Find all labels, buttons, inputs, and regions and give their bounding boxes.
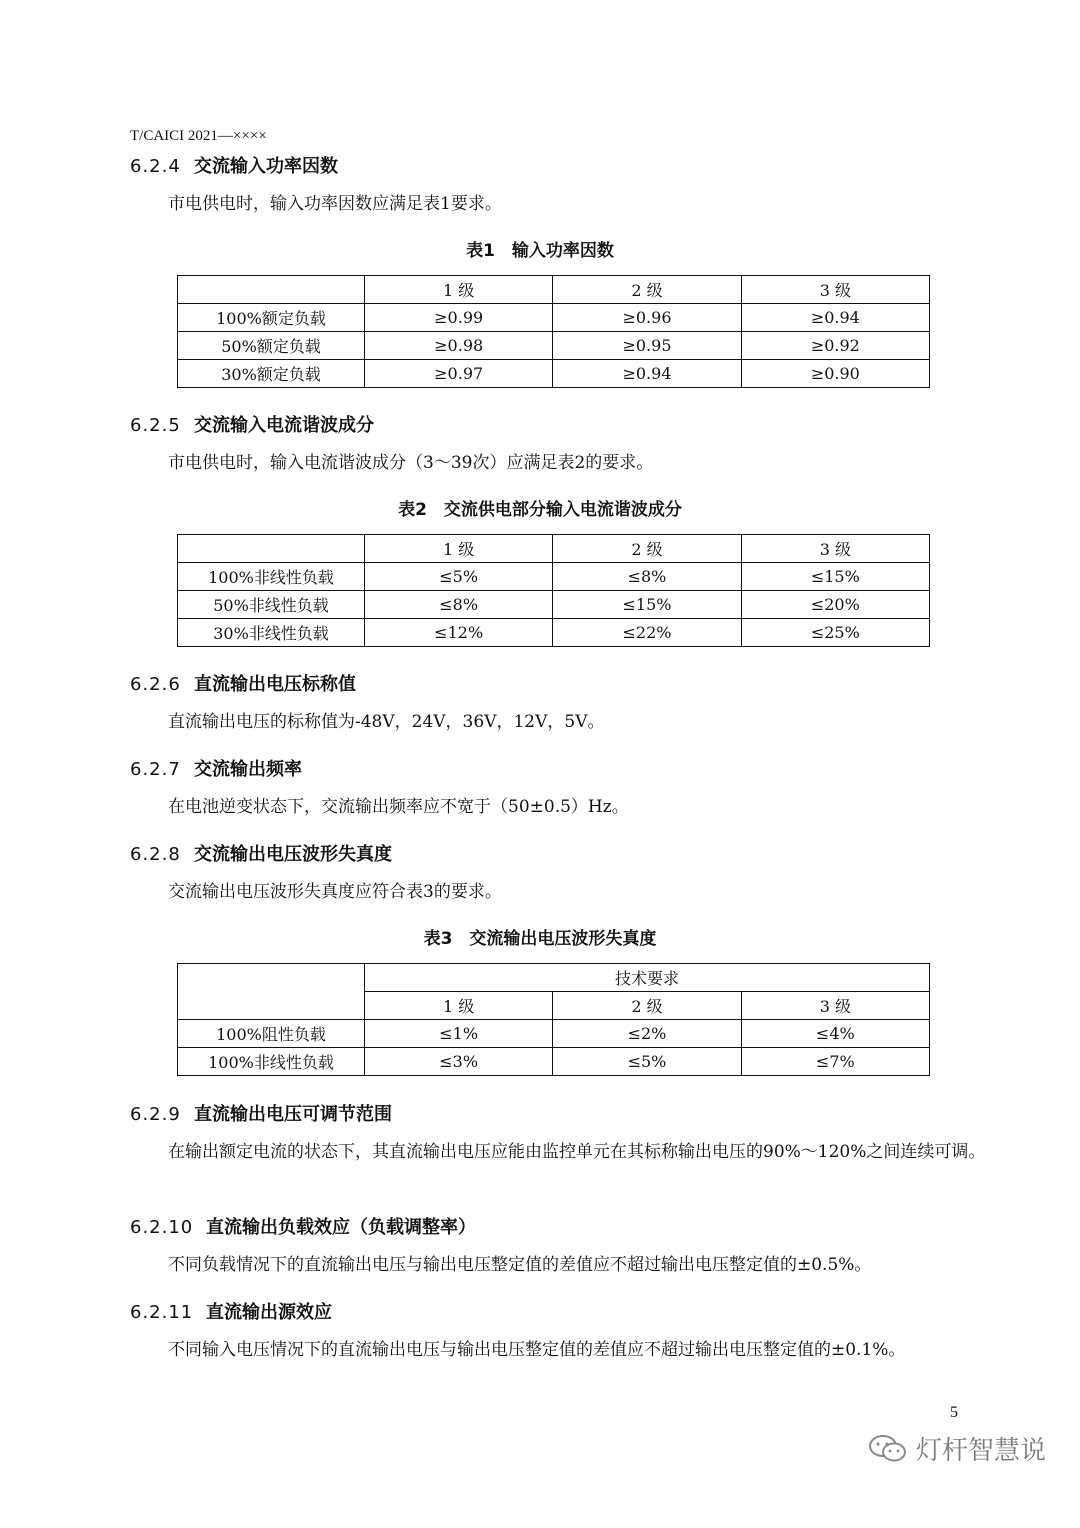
table-row-label: 30%额定负载 (178, 360, 365, 388)
table-header-cell: 3 级 (741, 535, 929, 563)
section-text-6-2-8: 交流输出电压波形失真度应符合表3的要求。 (168, 882, 502, 902)
table-header-cell: 3 级 (741, 276, 929, 304)
table-header-cell: 2 级 (553, 535, 741, 563)
section-number: 6.2.11 (130, 1302, 194, 1323)
section-title: 交流输入电流谐波成分 (194, 415, 374, 436)
watermark-text: 灯杆智慧说 (916, 1436, 1047, 1466)
table-row-label: 30%非线性负载 (178, 619, 365, 647)
table-group-header: 技术要求 (365, 964, 930, 992)
table-cell: ≤2% (553, 1020, 741, 1048)
section-title: 直流输出电压标称值 (194, 674, 356, 695)
table-row-label: 50%额定负载 (178, 332, 365, 360)
section-number: 6.2.5 (130, 415, 181, 436)
table-cell: ≤4% (741, 1020, 929, 1048)
section-heading-6-2-7 (130, 755, 302, 781)
section-title: 交流输出频率 (194, 759, 302, 780)
table-cell: ≥0.97 (365, 360, 553, 388)
section-heading-6-2-11 (130, 1298, 332, 1324)
section-number: 6.2.6 (130, 674, 181, 695)
table-row-label: 100%阻性负载 (178, 1020, 365, 1048)
table-cell: ≥0.96 (553, 304, 741, 332)
section-heading-6-2-10 (130, 1213, 476, 1239)
table2-title: 表2 交流供电部分输入电流谐波成分 (398, 500, 682, 520)
table-cell: ≥0.99 (365, 304, 553, 332)
table-row (178, 1020, 930, 1048)
section-heading-6-2-9 (130, 1100, 392, 1126)
table-cell: ≥0.92 (741, 332, 929, 360)
table-cell: ≤5% (365, 563, 553, 591)
table-row (178, 563, 930, 591)
table-header-row (178, 535, 930, 563)
section-title: 交流输出电压波形失真度 (194, 844, 392, 865)
section-text-6-2-10: 不同负载情况下的直流输出电压与输出电压整定值的差值应不超过输出电压整定值的±0.5%。 (168, 1255, 872, 1275)
table-cell: ≥0.95 (553, 332, 741, 360)
table-row-label: 100%额定负载 (178, 304, 365, 332)
table-row (178, 619, 930, 647)
table-cell: ≥0.94 (741, 304, 929, 332)
table-row (178, 360, 930, 388)
section-title: 直流输出负载效应（负载调整率） (206, 1217, 476, 1238)
table-row (178, 591, 930, 619)
table-cell: ≤8% (365, 591, 553, 619)
page-number: 5 (950, 1404, 958, 1421)
section-heading-6-2-5 (130, 411, 374, 437)
table-cell: ≤15% (741, 563, 929, 591)
section-number: 6.2.9 (130, 1104, 181, 1125)
section-number: 6.2.4 (130, 156, 181, 177)
section-number: 6.2.7 (130, 759, 181, 780)
table-cell: ≤20% (741, 591, 929, 619)
table-row (178, 304, 930, 332)
table-row (178, 1048, 930, 1076)
table-cell: ≥0.98 (365, 332, 553, 360)
section-title: 交流输入功率因数 (194, 156, 338, 177)
table-row-label: 50%非线性负载 (178, 591, 365, 619)
table-header-cell: 2 级 (553, 276, 741, 304)
section-number: 6.2.8 (130, 844, 181, 865)
table-cell: ≤1% (365, 1020, 553, 1048)
section-number: 6.2.10 (130, 1217, 194, 1238)
table3 (177, 963, 930, 1076)
section-title: 直流输出电压可调节范围 (194, 1104, 392, 1125)
table-cell: ≥0.90 (741, 360, 929, 388)
section-heading-6-2-8 (130, 840, 392, 866)
table-group-header-row (178, 964, 930, 992)
section-text-6-2-7: 在电池逆变状态下，交流输出频率应不宽于（50±0.5）Hz。 (168, 797, 629, 817)
table1 (177, 275, 930, 388)
section-text-6-2-9: 在输出额定电流的状态下，其直流输出电压应能由监控单元在其标称输出电压的90%～120%之间连续可调。 (168, 1142, 986, 1162)
table-row (178, 332, 930, 360)
wechat-icon (868, 1434, 908, 1464)
section-heading-6-2-4 (130, 152, 338, 178)
table-cell: ≤22% (553, 619, 741, 647)
section-text-6-2-6: 直流输出电压的标称值为-48V，24V，36V，12V，5V。 (168, 712, 605, 732)
table-cell: ≤8% (553, 563, 741, 591)
section-text-6-2-5: 市电供电时，输入电流谐波成分（3～39次）应满足表2的要求。 (168, 453, 654, 473)
table-cell: ≤12% (365, 619, 553, 647)
table-header-cell: 1 级 (365, 535, 553, 563)
section-text-6-2-4: 市电供电时，输入功率因数应满足表1要求。 (168, 194, 502, 214)
section-heading-6-2-6 (130, 670, 356, 696)
table2 (177, 534, 930, 647)
table1-title: 表1 输入功率因数 (466, 241, 614, 261)
table3-title: 表3 交流输出电压波形失真度 (423, 929, 657, 949)
table-cell: ≥0.94 (553, 360, 741, 388)
table-cell: ≤15% (553, 591, 741, 619)
watermark (868, 1430, 1046, 1467)
table-cell: ≤25% (741, 619, 929, 647)
table-header-cell: 2 级 (553, 992, 741, 1020)
section-text-6-2-11: 不同输入电压情况下的直流输出电压与输出电压整定值的差值应不超过输出电压整定值的±0.1%。 (168, 1340, 906, 1360)
table-cell: ≤3% (365, 1048, 553, 1076)
document-code: T/CAICI 2021—×××× (130, 128, 267, 144)
table-cell: ≤5% (553, 1048, 741, 1076)
table-header-cell: 1 级 (365, 992, 553, 1020)
table-header-cell (178, 276, 365, 304)
table-header-cell: 3 级 (741, 992, 929, 1020)
table-corner-cell (178, 964, 365, 1020)
table-header-cell: 1 级 (365, 276, 553, 304)
section-title: 直流输出源效应 (206, 1302, 332, 1323)
table-row-label: 100%非线性负载 (178, 563, 365, 591)
table-header-row (178, 276, 930, 304)
table-cell: ≤7% (741, 1048, 929, 1076)
table-header-cell (178, 535, 365, 563)
table-row-label: 100%非线性负载 (178, 1048, 365, 1076)
